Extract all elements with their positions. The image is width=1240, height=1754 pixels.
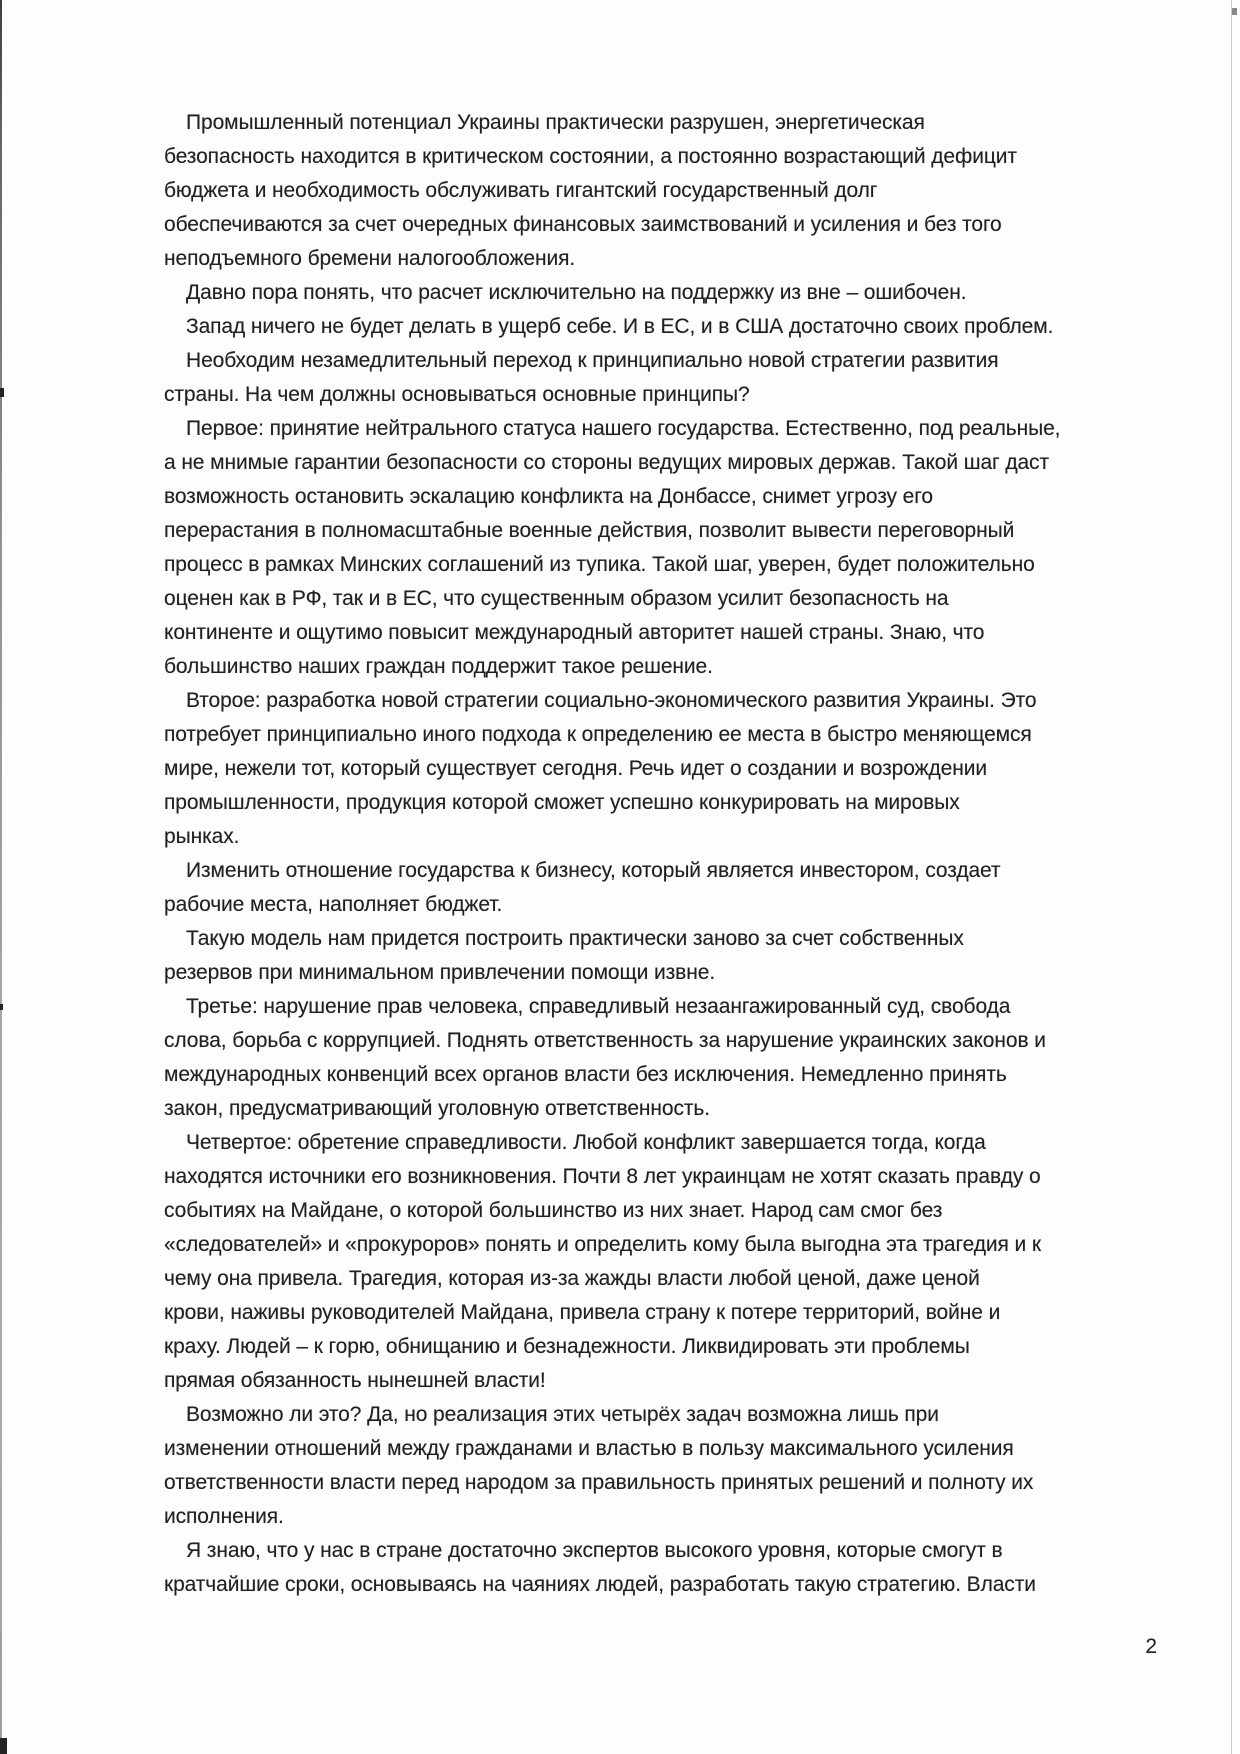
- text-line: страны. На чем должны основываться основные принципы?: [164, 383, 750, 406]
- text-line: обеспечиваются за счет очередных финансовых заимствований и усиления и без того: [164, 213, 1002, 236]
- text-line: Запад ничего не будет делать в ущерб себе. И в ЕС, и в США достаточно своих проблем.: [186, 315, 1054, 338]
- text-line: бюджета и необходимость обслуживать гигантский государственный долг: [164, 179, 878, 202]
- text-line: безопасность находится в критическом состоянии, а постоянно возрастающий дефицит: [164, 145, 1017, 168]
- text-line: «следователей» и «прокуроров» понять и определить кому была выгодна эта трагедия и к: [164, 1233, 1041, 1256]
- text-line: Второе: разработка новой стратегии социально-экономического развития Украины. Это: [186, 689, 1037, 712]
- text-line: а не мнимые гарантии безопасности со стороны ведущих мировых держав. Такой шаг даст: [164, 451, 1049, 474]
- text-line: резервов при минимальном привлечении помощи извне.: [164, 961, 716, 984]
- text-line: Изменить отношение государства к бизнесу, который является инвестором, создает: [186, 859, 1001, 882]
- scan-artifact: [1232, 8, 1237, 15]
- text-line: ответственности власти перед народом за правильность принятых решений и полноту их: [164, 1471, 1034, 1494]
- text-line: промышленности, продукция которой сможет успешно конкурировать на мировых: [164, 791, 960, 814]
- text-line: кратчайшие сроки, основываясь на чаяниях людей, разработать такую стратегию. Власти: [164, 1573, 1036, 1596]
- scan-edge-left: [0, 0, 2, 1754]
- scan-artifact: [0, 1738, 7, 1754]
- text-line: процесс в рамках Минских соглашений из тупика. Такой шаг, уверен, будет положительно: [164, 553, 1035, 576]
- scan-artifact: [0, 1004, 3, 1010]
- text-line: закон, предусматривающий уголовную ответственность.: [164, 1097, 710, 1120]
- text-line: событиях на Майдане, о которой большинство из них знает. Народ сам смог без: [164, 1199, 943, 1222]
- text-line: перерастания в полномасштабные военные действия, позволит вывести переговорный: [164, 519, 1015, 542]
- text-line: прямая обязанность нынешней власти!: [164, 1369, 546, 1392]
- text-line: находятся источники его возникновения. Почти 8 лет украинцам не хотят сказать правду о: [164, 1165, 1041, 1188]
- text-line: крови, наживы руководителей Майдана, привела страну к потере территорий, войне и: [164, 1301, 1001, 1324]
- text-line: краху. Людей – к горю, обнищанию и безнадежности. Ликвидировать эти проблемы: [164, 1335, 970, 1358]
- scan-edge-right: [1231, 0, 1232, 1754]
- text-line: Я знаю, что у нас в стране достаточно экспертов высокого уровня, которые смогут в: [186, 1539, 1003, 1562]
- text-line: чему она привела. Трагедия, которая из-за жажды власти любой ценой, даже ценой: [164, 1267, 980, 1290]
- text-line: рынках.: [164, 825, 240, 848]
- text-line: Такую модель нам придется построить практически заново за счет собственных: [186, 927, 964, 950]
- text-line: потребует принципиально иного подхода к определению ее места в быстро меняющемся: [164, 723, 1032, 746]
- text-line: Промышленный потенциал Украины практически разрушен, энергетическая: [186, 111, 925, 134]
- text-line: исполнения.: [164, 1505, 284, 1528]
- text-line: Необходим незамедлительный переход к принципиально новой стратегии развития: [186, 349, 999, 372]
- text-line: рабочие места, наполняет бюджет.: [164, 893, 503, 916]
- text-line: большинство наших граждан поддержит такое решение.: [164, 655, 713, 678]
- text-line: мире, нежели тот, который существует сегодня. Речь идет о создании и возрождении: [164, 757, 988, 780]
- text-line: возможность остановить эскалацию конфликта на Донбассе, снимет угрозу его: [164, 485, 933, 508]
- document-text: [164, 106, 1154, 1602]
- text-line: слова, борьба с коррупцией. Поднять ответственность за нарушение украинских законов и: [164, 1029, 1046, 1052]
- text-line: Третье: нарушение прав человека, справедливый незаангажированный суд, свобода: [186, 995, 1011, 1018]
- text-line: оценен как в РФ, так и в ЕС, что существенным образом усилит безопасность на: [164, 587, 949, 610]
- page-number: 2: [1145, 1635, 1157, 1658]
- text-line: Давно пора понять, что расчет исключительно на поддержку из вне – ошибочен.: [186, 281, 967, 304]
- scan-artifact: [0, 388, 4, 397]
- text-line: Возможно ли это? Да, но реализация этих четырёх задач возможна лишь при: [186, 1403, 939, 1426]
- text-line: Четвертое: обретение справедливости. Любой конфликт завершается тогда, когда: [186, 1131, 986, 1154]
- text-line: неподъемного бремени налогообложения.: [164, 247, 576, 270]
- text-line: континенте и ощутимо повысит международный авторитет нашей страны. Знаю, что: [164, 621, 985, 644]
- text-line: Первое: принятие нейтрального статуса нашего государства. Естественно, под реальные,: [186, 417, 1061, 440]
- text-line: международных конвенций всех органов власти без исключения. Немедленно принять: [164, 1063, 1007, 1086]
- text-line: изменении отношений между гражданами и властью в пользу максимального усиления: [164, 1437, 1014, 1460]
